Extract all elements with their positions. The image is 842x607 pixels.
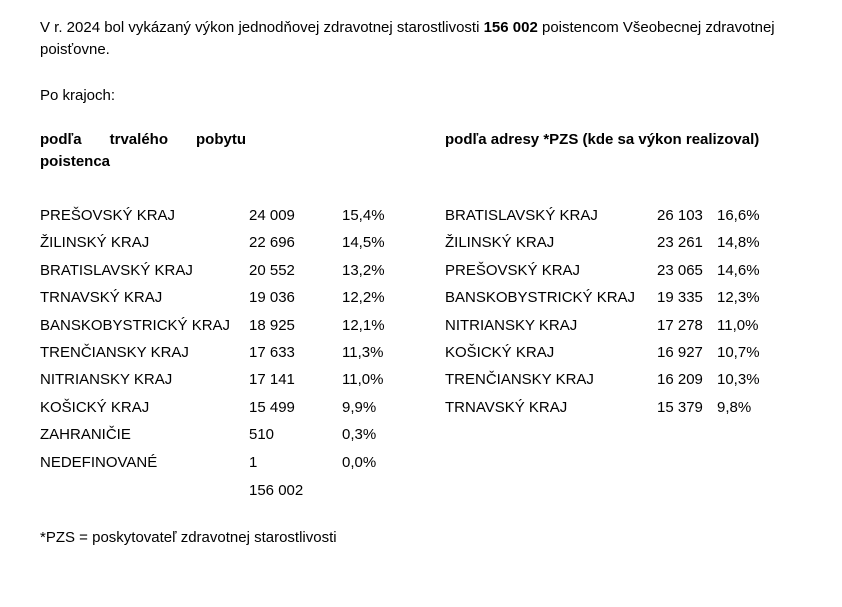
right-table-header: podľa adresy *PZS (kde sa výkon realizoval) — [445, 131, 760, 148]
region-name: NITRIANSKY KRAJ — [40, 371, 173, 389]
region-name: KOŠICKÝ KRAJ — [445, 344, 555, 361]
region-pct: 13,2% — [342, 261, 385, 279]
region-name: BRATISLAVSKÝ KRAJ — [445, 207, 598, 224]
region-pct: 16,6% — [717, 207, 760, 224]
region-count: 15 379 — [657, 398, 703, 416]
region-count: 16 927 — [657, 344, 703, 361]
region-pct: 0,3% — [342, 426, 377, 444]
region-count: 19 335 — [657, 289, 703, 307]
subtitle: Po krajoch: — [40, 87, 116, 104]
region-pct: 10,3% — [717, 371, 760, 389]
footnote: *PZS = poskytovateľ zdravotnej starostlivosti — [40, 529, 337, 546]
region-name: TRNAVSKÝ KRAJ — [445, 398, 568, 416]
region-count: 20 552 — [249, 261, 295, 279]
region-name: TRENČIANSKY KRAJ — [40, 344, 189, 361]
intro-text-before: V r. 2024 bol vykázaný výkon jednodňovej zdravotnej starostlivosti — [40, 19, 484, 36]
region-pct: 12,1% — [342, 316, 385, 334]
intro-paragraph — [40, 17, 800, 61]
intro-highlight-total: 156 002 — [483, 19, 538, 36]
intro-text-after: poistencom Všeobecnej zdravotnej poisťovne. — [40, 19, 775, 58]
region-name: TRNAVSKÝ KRAJ — [40, 289, 163, 307]
region-count: 15 499 — [249, 398, 295, 416]
left-table-header: podľa trvalého pobytu poistenca — [40, 131, 246, 170]
region-pct: 11,0% — [342, 371, 384, 389]
region-pct: 14,5% — [342, 234, 385, 252]
region-name: ŽILINSKÝ KRAJ — [40, 234, 150, 252]
region-count: 23 261 — [657, 234, 703, 252]
region-count: 22 696 — [249, 234, 295, 252]
region-name: KOŠICKÝ KRAJ — [40, 398, 150, 416]
region-pct: 12,2% — [342, 289, 385, 307]
left-table-total: 156 002 — [249, 482, 304, 499]
region-pct: 10,7% — [717, 344, 760, 361]
region-count: 1 — [249, 453, 258, 471]
region-pct: 9,9% — [342, 398, 377, 416]
region-count: 23 065 — [657, 261, 703, 279]
region-pct: 12,3% — [717, 289, 760, 307]
region-count: 19 036 — [249, 289, 295, 307]
region-count: 24 009 — [249, 207, 295, 224]
region-pct: 14,6% — [717, 261, 760, 279]
region-pct: 14,8% — [717, 234, 760, 252]
region-name: ZAHRANIČIE — [40, 426, 131, 444]
region-count: 17 278 — [657, 316, 703, 334]
region-name: BANSKOBYSTRICKÝ KRAJ — [445, 289, 636, 307]
region-name: BANSKOBYSTRICKÝ KRAJ — [40, 316, 231, 334]
region-count: 26 103 — [657, 207, 703, 224]
region-count: 17 141 — [249, 371, 295, 389]
region-pct: 0,0% — [342, 453, 377, 471]
region-pct: 9,8% — [717, 398, 752, 416]
region-pct: 11,0% — [717, 316, 759, 334]
region-count: 16 209 — [657, 371, 703, 389]
region-pct: 11,3% — [342, 344, 384, 361]
region-count: 18 925 — [249, 316, 295, 334]
region-name: TRENČIANSKY KRAJ — [445, 371, 594, 389]
region-count: 510 — [249, 426, 275, 444]
region-name: BRATISLAVSKÝ KRAJ — [40, 261, 193, 279]
region-pct: 15,4% — [342, 207, 385, 224]
region-name: NITRIANSKY KRAJ — [445, 316, 578, 334]
region-name: PREŠOVSKÝ KRAJ — [40, 207, 176, 224]
region-name: PREŠOVSKÝ KRAJ — [445, 261, 581, 279]
region-count: 17 633 — [249, 344, 295, 361]
region-name: NEDEFINOVANÉ — [40, 453, 158, 471]
region-name: ŽILINSKÝ KRAJ — [445, 234, 555, 252]
